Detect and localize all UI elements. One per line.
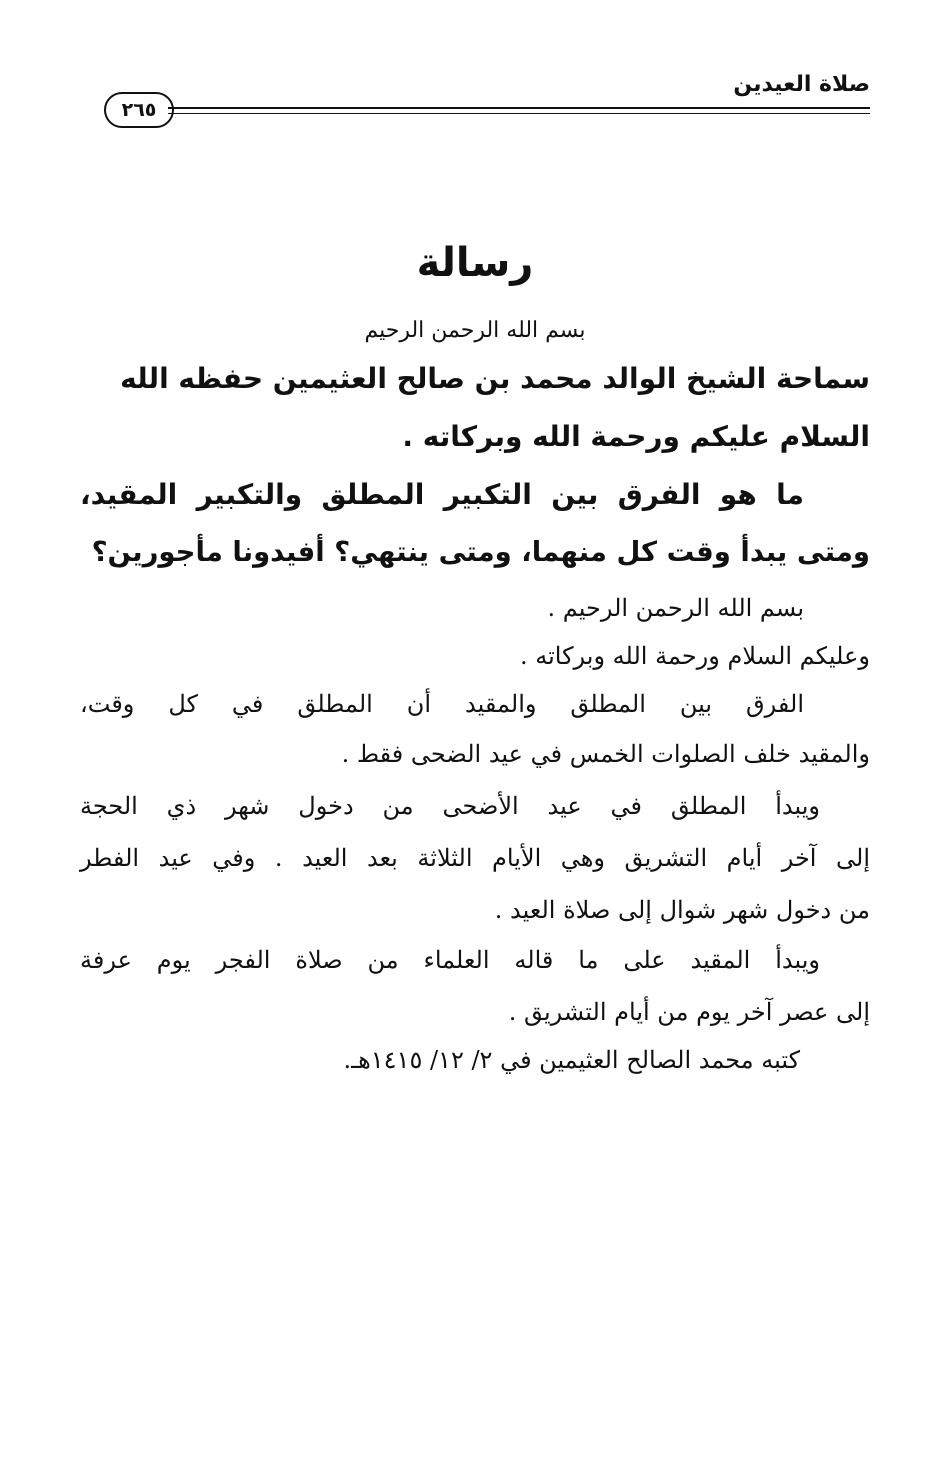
question-line: السلام عليكم ورحمة الله وبركاته . <box>402 420 870 453</box>
answer-line: بسم الله الرحمن الرحيم . <box>547 594 804 622</box>
basmala: بسم الله الرحمن الرحيم <box>364 318 586 343</box>
running-title: صلاة العيدين <box>733 72 870 97</box>
answer-line: من دخول شهر شوال إلى صلاة العيد . <box>494 896 870 924</box>
question-line: ما هو الفرق بين التكبير المطلق والتكبير المقيد، <box>80 478 804 511</box>
answer-line: إلى آخر أيام التشريق وهي الأيام الثلاثة بعد العيد . وفي عيد الفطر <box>80 844 870 872</box>
question-line: ومتى يبدأ وقت كل منهما، ومتى ينتهي؟ أفيدونا مأجورين؟ <box>91 536 870 568</box>
answer-line: ويبدأ المقيد على ما قاله العلماء من صلاة الفجر يوم عرفة <box>80 946 821 974</box>
answer-line: والمقيد خلف الصلوات الخمس في عيد الضحى فقط . <box>341 740 870 768</box>
answer-line: الفرق بين المطلق والمقيد أن المطلق في كل وقت، <box>80 690 804 718</box>
question-line: سماحة الشيخ الوالد محمد بن صالح العثيمين حفظه الله <box>120 362 870 395</box>
page-number: ٢٦٥ <box>104 92 174 128</box>
answer-line: وعليكم السلام ورحمة الله وبركاته . <box>519 642 870 670</box>
answer-line: ويبدأ المطلق في عيد الأضحى من دخول شهر ذي الحجة <box>80 792 820 820</box>
signature: كتبه محمد الصالح العثيمين في ٢/ ١٢/ ١٤١٥هـ. <box>343 1046 800 1074</box>
header-rule <box>168 107 870 114</box>
letter-title: رسالة <box>416 240 534 286</box>
answer-line: إلى عصر آخر يوم من أيام التشريق . <box>508 998 870 1026</box>
